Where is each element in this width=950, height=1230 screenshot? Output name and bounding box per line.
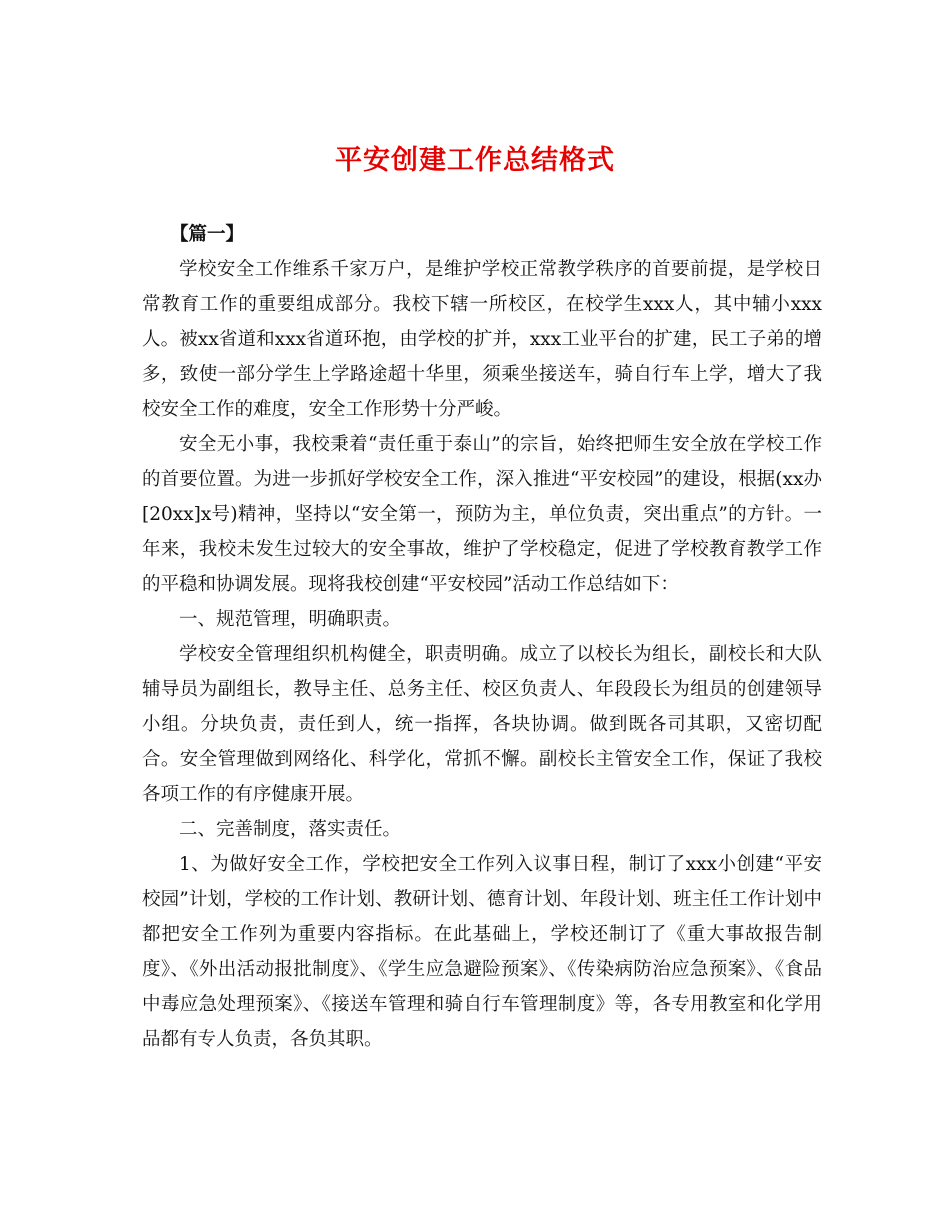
paragraph-principle: 安全无小事，我校秉着“责任重于泰山”的宗旨，始终把师生安全放在学校工作的首要位置。为进一步抓好学校安全工作，深入推进“平安校园”的建设，根据(xx办[20xx]x号)精神，坚持以“安全第一，预防为主，单位负责，突出重点”的方针。一年来，我校未发生过较大的安全事故，维护了学校稳定，促进了学校教育教学工作的平稳和协调发展。现将我校创建“平安校园”活动工作总结如下：: [142, 434, 822, 595]
paragraph-management: 学校安全管理组织机构健全，职责明确。成立了以校长为组长，副校长和大队辅导员为副组长，教导主任、总务主任、校区负责人、年段段长为组员的创建领导小组。分块负责，责任到人，统一指挥，各块协调。做到既各司其职，又密切配合。安全管理做到网络化、科学化，常抓不懈。副校长主管安全工作，保证了我校各项工作的有序健康开展。: [142, 644, 822, 805]
document-title: 平安创建工作总结格式: [335, 145, 615, 176]
section-heading-1: 一、规范管理，明确职责。: [179, 609, 402, 630]
section-heading-2: 二、完善制度，落实责任。: [179, 819, 402, 840]
document-body: [142, 217, 822, 1057]
section-label: 【篇一】: [170, 224, 245, 245]
paragraph-system: 1、为做好安全工作，学校把安全工作列入议事日程，制订了xxx小创建“平安校园”计划，学校的工作计划、教研计划、德育计划、年段计划、班主任工作计划中都把安全工作列为重要内容指标。在此基础上，学校还制订了《重大事故报告制度》、《外出活动报批制度》、《学生应急避险预案》、《传染病防治应急预案》、《食品中毒应急处理预案》、《接送车管理和骑自行车管理制度》等，各专用教室和化学用品都有专人负责，各负其职。: [142, 854, 822, 1050]
paragraph-intro: 学校安全工作维系千家万户，是维护学校正常教学秩序的首要前提，是学校日常教育工作的重要组成部分。我校下辖一所校区，在校学生xxx人，其中辅小xxx人。被xx省道和xxx省道环抱，由学校的扩并，xxx工业平台的扩建，民工子弟的增多，致使一部分学生上学路途超十华里，须乘坐接送车，骑自行车上学，增大了我校安全工作的难度，安全工作形势十分严峻。: [142, 259, 822, 420]
